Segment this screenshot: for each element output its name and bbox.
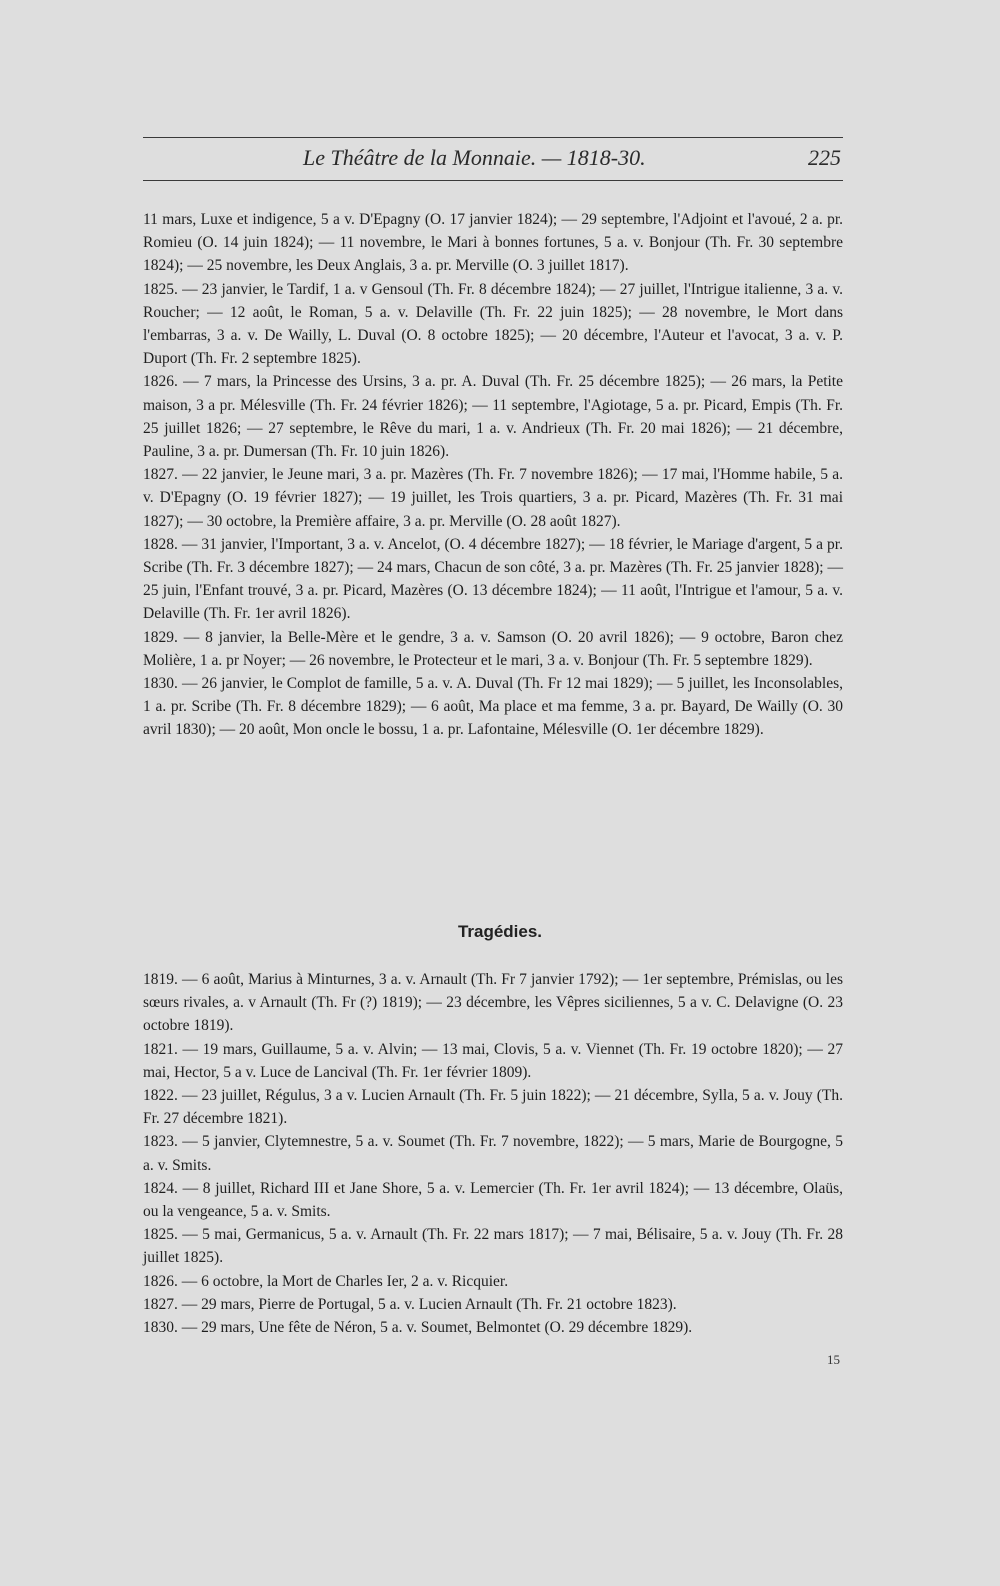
comedies-list [143,208,843,742]
running-head-title: Le Théâtre de la Monnaie. — 1818-30. [303,145,646,170]
section-title-tragedies: Tragédies. [457,922,543,941]
tragedy-entry-1827: 1827. — 29 mars, Pierre de Portugal, 5 a. v. Lucien Arnault (Th. Fr. 21 octobre 1823). [143,1295,677,1313]
running-head [143,145,843,179]
header-rule-top [143,137,843,138]
tragedy-entry-1821: 1821. — 19 mars, Guillaume, 5 a. v. Alvin; — 13 mai, Clovis, 5 a. v. Viennet (Th. Fr. 19 octobre 1820); — 27 mai, Hector, 5 a v. Luce de Lancival (Th. Fr. 1er février 1809). [143,1040,843,1081]
entry-1828: 1828. — 31 janvier, l'Important, 3 a. v. Ancelot, (O. 4 décembre 1827); — 18 février, le Mariage d'argent, 5 a pr. Scribe (Th. Fr. 3 décembre 1827); — 24 mars, Chacun de son côté, 3 a. pr. Mazères (Th. Fr. 25 janvier 1828); — 25 juin, l'Enfant trouvé, 3 a. pr. Picard, Mazères (O. 13 décembre 1824); — 11 août, l'Intrigue et l'amour, 5 a. v. Delaville (Th. Fr. 1er avril 1826). [143,535,843,623]
tragedy-entry-1830: 1830. — 29 mars, Une fête de Néron, 5 a. v. Soumet, Belmontet (O. 29 décembre 1829). [143,1319,693,1337]
entry-1825: 1825. — 23 janvier, le Tardif, 1 a. v Gensoul (Th. Fr. 8 décembre 1824); — 27 juillet, l'Intrigue italienne, 3 a. v. Roucher; — 12 août, le Roman, 5 a. v. Delaville (Th. Fr. 22 juin 1825); — 28 novembre, le Mort dans l'embarras, 3 a. v. De Wailly, L. Duval (O. 8 octobre 1825); — 20 décembre, l'Auteur et l'avocat, 3 a. v. P. Duport (Th. Fr. 2 septembre 1825). [143,280,843,368]
entry-1826: 1826. — 7 mars, la Princesse des Ursins, 3 a. pr. A. Duval (Th. Fr. 25 décembre 1825); — 26 mars, la Petite maison, 3 a pr. Mélesville (Th. Fr. 24 février 1826); — 11 septembre, l'Agiotage, 5 a. pr. Picard, Empis (Th. Fr. 25 juillet 1826; — 27 septembre, le Rêve du mari, 1 a. v. Andrieux (Th. Fr. 20 mai 1826); — 21 décembre, Pauline, 3 a. pr. Dumersan (Th. Fr. 10 juin 1826). [143,373,843,461]
signature-mark: 15 [827,1352,840,1367]
tragedy-entry-1822: 1822. — 23 juillet, Régulus, 3 a v. Lucien Arnault (Th. Fr. 5 juin 1822); — 21 décembre, Sylla, 5 a. v. Jouy (Th. Fr. 27 décembre 1821). [143,1087,843,1128]
page-number: 225 [808,145,841,170]
tragedy-entry-1823: 1823. — 5 janvier, Clytemnestre, 5 a. v. Soumet (Th. Fr. 7 novembre, 1822); — 5 mars, Marie de Bourgogne, 5 a. v. Smits. [143,1133,843,1174]
header-rule-bottom [143,180,843,181]
tragedy-entry-1819: 1819. — 6 août, Marius à Minturnes, 3 a. v. Arnault (Th. Fr 7 janvier 1792); — 1er septembre, Prémislas, ou les sœurs rivales, a. v Arnault (Th. Fr (?) 1819); — 23 décembre, les Vêpres siciliennes, 5 a v. C. Delavigne (O. 23 octobre 1819). [143,971,843,1035]
tragedy-entry-1826: 1826. — 6 octobre, la Mort de Charles Ier, 2 a. v. Ricquier. [143,1272,509,1290]
entry-1827: 1827. — 22 janvier, le Jeune mari, 3 a. pr. Mazères (Th. Fr. 7 novembre 1826); — 17 mai, l'Homme habile, 5 a. v. D'Epagny (O. 19 février 1827); — 19 juillet, les Trois quartiers, 3 a. pr. Picard, Mazères (Th. Fr. 31 mai 1827); — 30 octobre, la Première affaire, 3 a. pr. Merville (O. 28 août 1827). [143,466,843,530]
entry-1824: 11 mars, Luxe et indigence, 5 a v. D'Epagny (O. 17 janvier 1824); — 29 septembre, l'Adjoint et l'avoué, 2 a. pr. Romieu (O. 14 juin 1824); — 11 novembre, le Mari à bonnes fortunes, 5 a. v. Bonjour (Th. Fr. 30 septembre 1824); — 25 novembre, les Deux Anglais, 3 a. pr. Merville (O. 3 juillet 1817). [143,211,843,275]
entry-1829: 1829. — 8 janvier, la Belle-Mère et le gendre, 3 a. v. Samson (O. 20 avril 1826); — 9 octobre, Baron chez Molière, 1 a. pr Noyer; — 26 novembre, le Protecteur et le mari, 3 a. v. Bonjour (Th. Fr. 5 septembre 1829). [143,628,843,669]
tragedies-list [143,968,843,1339]
tragedy-entry-1824: 1824. — 8 juillet, Richard III et Jane Shore, 5 a. v. Lemercier (Th. Fr. 1er avril 1824); — 13 décembre, Olaüs, ou la vengeance, 5 a. v. Smits. [143,1179,843,1221]
tragedy-entry-1825: 1825. — 5 mai, Germanicus, 5 a. v. Arnault (Th. Fr. 22 mars 1817); — 7 mai, Bélisaire, 5 a. v. Jouy (Th. Fr. 28 juillet 1825). [143,1226,843,1267]
entry-1830: 1830. — 26 janvier, le Complot de famille, 5 a. v. A. Duval (Th. Fr 12 mai 1829); — 5 juillet, les Inconsolables, 1 a. pr. Scribe (Th. Fr. 8 décembre 1829); — 6 août, Ma place et ma femme, 3 a. pr. Bayard, De Wailly (O. 30 avril 1830); — 20 août, Mon oncle le bossu, 1 a. pr. Lafontaine, Mélesville (O. 1er décembre 1829). [143,675,843,739]
